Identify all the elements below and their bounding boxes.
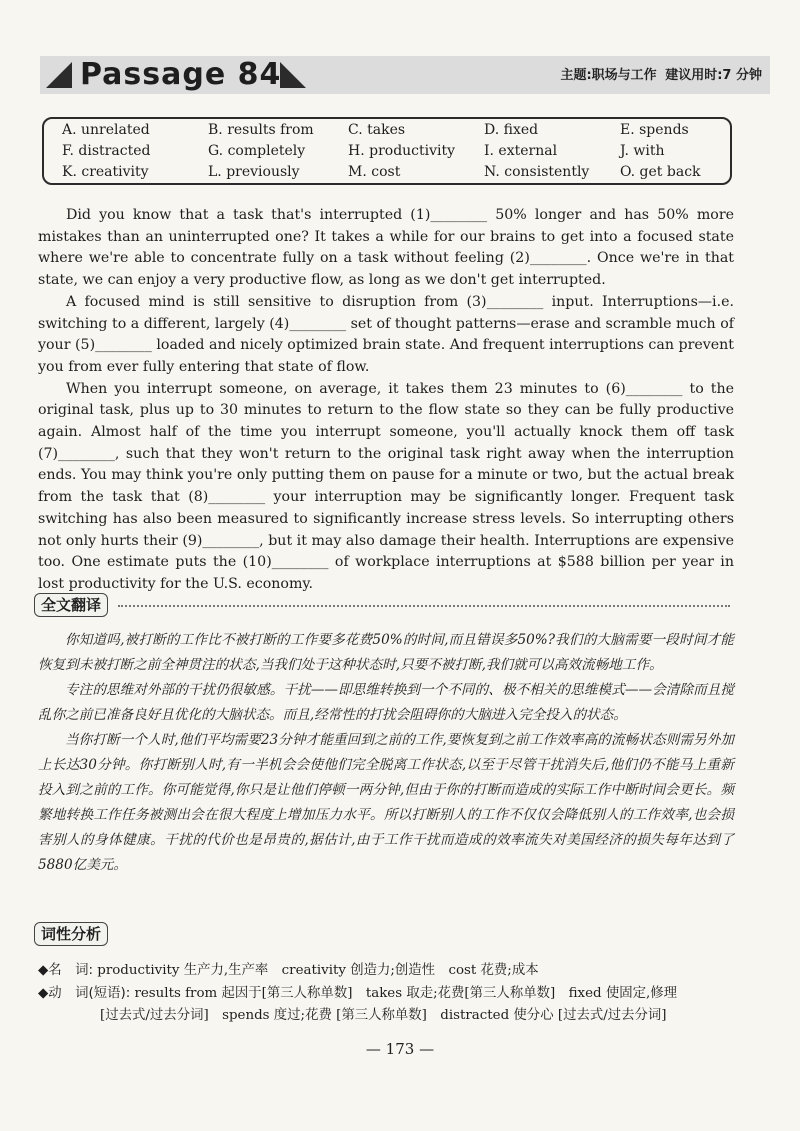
pos-heading: 词性分析 bbox=[34, 922, 108, 946]
option: K. creativity bbox=[62, 164, 149, 180]
time-label: 建议用时:7 分钟 bbox=[665, 68, 762, 83]
option: F. distracted bbox=[62, 143, 151, 159]
option: G. completely bbox=[208, 143, 306, 159]
option: D. fixed bbox=[484, 122, 539, 138]
option: H. productivity bbox=[348, 143, 456, 159]
option: C. takes bbox=[348, 122, 406, 138]
translation-paragraph: 你知道吗,被打断的工作比不被打断的工作要多花费50%的时间,而且错误多50%?我们的大脑需要一段时间才能恢复到未被打断之前全神贯注的状态,当我们处于这种状态时,只要不被打断,我们就可以高效流畅地工作。 bbox=[38, 632, 734, 673]
passage-title: Passage 84 bbox=[80, 57, 282, 92]
option: O. get back bbox=[620, 164, 701, 180]
option: M. cost bbox=[348, 164, 401, 180]
option: N. consistently bbox=[484, 164, 590, 180]
right-triangle-icon bbox=[280, 62, 306, 88]
passage-header bbox=[40, 54, 770, 98]
passage-paragraph: When you interrupt someone, on average, it takes them 23 minutes to (6)________ to the original task, plus up to 30 minutes to return to the flow state so they can be fully productive again. Almost half of the time you interrupt someone, you'll actually knock them off task (7)________, such that they won't return to the original task right away when the interruption ends. You may think you're only putting them on pause for a minute or two, but the actual break from the task that (8)________ your interruption may be significantly longer. Frequent task switching has also been measured to significantly increase stress levels. So interrupting others not only hurts their (9)________, but it may also damage their health. Interruptions are expensive too. One estimate puts the (10)________ of workplace interruptions at $588 billion per year in lost productivity for the U.S. economy. bbox=[38, 380, 734, 592]
option: L. previously bbox=[208, 164, 300, 180]
passage-body bbox=[38, 205, 734, 596]
page-number: — 173 — bbox=[365, 1040, 435, 1058]
noun-text: productivity 生产力,生产率 creativity 创造力;创造性 cost 花费;成本 bbox=[97, 963, 539, 978]
pos-analysis bbox=[38, 960, 738, 1028]
word-bank bbox=[42, 117, 732, 185]
left-triangle-icon bbox=[46, 62, 72, 88]
noun-label: ◆名 词: bbox=[38, 963, 93, 978]
translation-heading: 全文翻译 bbox=[34, 593, 108, 617]
option: J. with bbox=[620, 143, 665, 159]
verb-line bbox=[38, 983, 738, 1006]
dotted-divider bbox=[118, 605, 730, 607]
topic-label: 主题:职场与工作 bbox=[560, 68, 657, 83]
option: B. results from bbox=[208, 122, 314, 138]
translation-body bbox=[38, 628, 734, 878]
translation-paragraph: 专注的思维对外部的干扰仍很敏感。干扰——即思维转换到一个不同的、极不相关的思维模式——会清除而且搅乱你之前已准备良好且优化的大脑状态。而且,经常性的打扰会阻碍你的大脑进入完全投入的状态。 bbox=[38, 682, 734, 723]
translation-paragraph: 当你打断一个人时,他们平均需要23分钟才能重回到之前的工作,要恢复到之前工作效率高的流畅状态则需另外加上长达30分钟。你打断别人时,有一半机会会使他们完全脱离工作状态,以至于尽管干扰消失后,他们仍不能马上重新投入到之前的工作。你可能觉得,你只是让他们停顿一两分钟,但由于你的打断而造成的实际工作中断时间会更长。频繁地转换工作任务被测出会在很大程度上增加压力水平。所以打断别人的工作不仅仅会降低别人的工作效率,也会损害别人的身体健康。干扰的代价也是昂贵的,据估计,由于工作干扰而造成的效率流失对美国经济的损失每年达到了5880亿美元。 bbox=[38, 732, 734, 873]
verb-line-continued: [过去式/过去分词] spends 度过;花费 [第三人称单数] distracted 使分心 [过去式/过去分词] bbox=[100, 1008, 667, 1023]
option: I. external bbox=[484, 143, 558, 159]
verb-label: ◆动 词(短语): bbox=[38, 985, 131, 1001]
option: A. unrelated bbox=[62, 122, 150, 138]
noun-line bbox=[38, 960, 738, 983]
passage-paragraph: A focused mind is still sensitive to disruption from (3)________ input. Interruptions—i.e. switching to a different, largely (4)________ set of thought patterns—erase and scramble much of your (5)________ loaded and nicely optimized brain state. And frequent interruptions can prevent you from ever fully entering that state of flow. bbox=[38, 293, 734, 375]
header-meta bbox=[556, 66, 762, 86]
passage-paragraph: Did you know that a task that's interrupted (1)________ 50% longer and has 50% more mistakes than an uninterrupted one? It takes a while for our brains to get into a focused state where we're able to concentrate fully on a task without feeling (2)________. Once we're in that state, we can enjoy a very productive flow, as long as we don't get interrupted. bbox=[38, 207, 734, 289]
verb-text: results from 起因于[第三人称单数] takes 取走;花费[第三人称单数] fixed 使固定,修理 bbox=[134, 985, 678, 1001]
option: E. spends bbox=[620, 122, 689, 138]
